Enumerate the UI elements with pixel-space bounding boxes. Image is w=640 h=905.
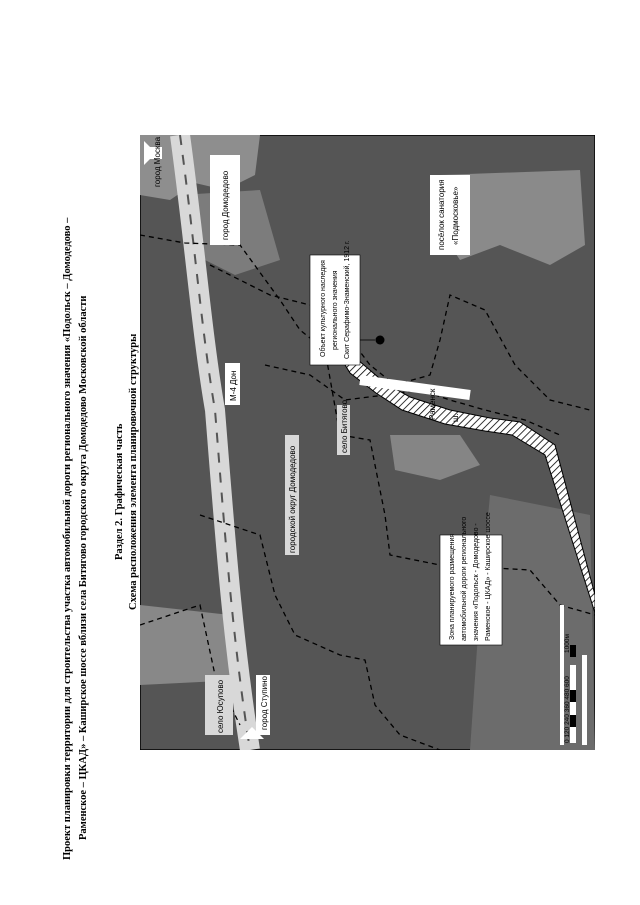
heritage-line-1: Объект культурного наследия — [320, 260, 327, 357]
label-podmoskovye-1: посёлок санатория — [437, 179, 446, 250]
site-plan-map — [140, 135, 595, 750]
scale-ticks: 0 120 240 360 480 600 — [564, 676, 571, 743]
label-district: городской округ Домодедово — [288, 445, 297, 553]
zone-line-2: автомобильной дороги регионального — [461, 516, 468, 641]
document-title-line-2: Раменское – ЦКАД» – Каширское шоссе вблизи села Битягово городского округа Домодедово Московской области — [78, 295, 89, 840]
heritage-site-marker — [376, 336, 385, 345]
label-sh: ш. — [451, 413, 460, 422]
heritage-line-2: регионального значения — [332, 270, 339, 350]
label-ramensk: Раменск — [428, 388, 437, 420]
label-to-stupino: город Ступино — [260, 675, 269, 730]
label-podmoskovye-2: «Подмосковье» — [451, 186, 460, 245]
zone-line-1: Зона планируемого размещения — [449, 533, 456, 640]
section-subtitle: Схема расположения элемента планировочной структуры — [128, 333, 139, 610]
label-yusupovo: село Юсупово — [216, 679, 225, 733]
heritage-line-3: Скит Серафимо-Знаменский, 1912 г. — [344, 240, 351, 359]
scale-end: 1000м — [564, 634, 571, 653]
section-title: Раздел 2. Графическая часть — [114, 423, 125, 560]
document-title-line-1: Проект планировки территории для строительства участка автомобильной дороги регионального значения «Подольск – Домодедово – — [62, 217, 73, 860]
label-domodedovo-city: город Домодедово — [221, 170, 230, 240]
label-box-podmoskovye — [430, 175, 470, 255]
zone-line-4: Раменское - ЦКАД» - Каширское шоссе — [485, 512, 492, 641]
zone-line-3: значения «Подольск - Домодедово - — [473, 523, 480, 641]
label-to-moscow: город Москва — [153, 136, 162, 187]
label-bityagovo: село Битягово — [340, 399, 349, 453]
label-m4: М-4 Дон — [229, 370, 238, 401]
